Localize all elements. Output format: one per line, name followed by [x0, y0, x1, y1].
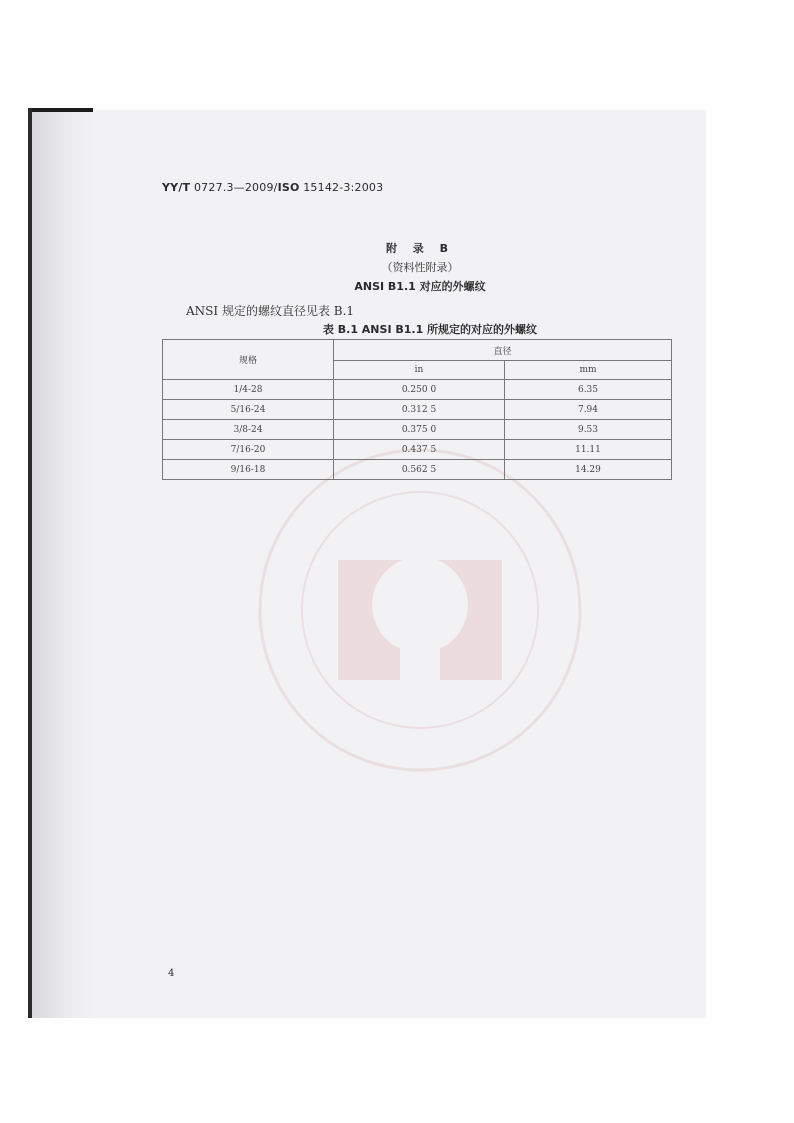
table-row [163, 440, 672, 460]
cell-mm: 9.53 [505, 420, 672, 440]
cell-in: 0.375 0 [334, 420, 505, 440]
cell-mm: 7.94 [505, 400, 672, 420]
annex-type: （资料性附录） [381, 261, 459, 274]
cell-spec: 5/16-24 [163, 400, 334, 420]
annex-label: 附 录 B [385, 242, 455, 255]
cell-mm: 11.11 [505, 440, 672, 460]
cell-in: 0.250 0 [334, 380, 505, 400]
standard-header [162, 181, 383, 194]
cell-spec: 7/16-20 [163, 440, 334, 460]
cell-in: 0.312 5 [334, 400, 505, 420]
iso-prefix: ISO [277, 181, 300, 194]
watermark-seal [250, 440, 590, 780]
iso-number: 15142-3:2003 [303, 181, 384, 194]
cell-mm: 14.29 [505, 460, 672, 480]
cell-spec: 1/4-28 [163, 380, 334, 400]
column-header-spec: 规格 [163, 340, 334, 380]
standard-prefix: YY/T [162, 181, 191, 194]
table-row [163, 460, 672, 480]
page-number: 4 [168, 968, 175, 979]
column-header-in: in [334, 361, 505, 380]
cell-spec: 3/8-24 [163, 420, 334, 440]
cell-mm: 6.35 [505, 380, 672, 400]
page-gutter [32, 112, 94, 1018]
cell-spec: 9/16-18 [163, 460, 334, 480]
column-header-diameter: 直径 [334, 340, 672, 361]
column-header-mm: mm [505, 361, 672, 380]
thread-diameter-table [162, 339, 672, 480]
table-row [163, 400, 672, 420]
cell-in: 0.437 5 [334, 440, 505, 460]
table-row [163, 420, 672, 440]
standard-number: 0727.3—2009/ [193, 181, 278, 194]
table-row [163, 380, 672, 400]
table-caption: 表 B.1 ANSI B1.1 所规定的对应的外螺纹 [322, 323, 538, 336]
annex-title: ANSI B1.1 对应的外螺纹 [354, 280, 486, 293]
cell-in: 0.562 5 [334, 460, 505, 480]
intro-paragraph: ANSI 规定的螺纹直径见表 B.1 [186, 304, 355, 318]
